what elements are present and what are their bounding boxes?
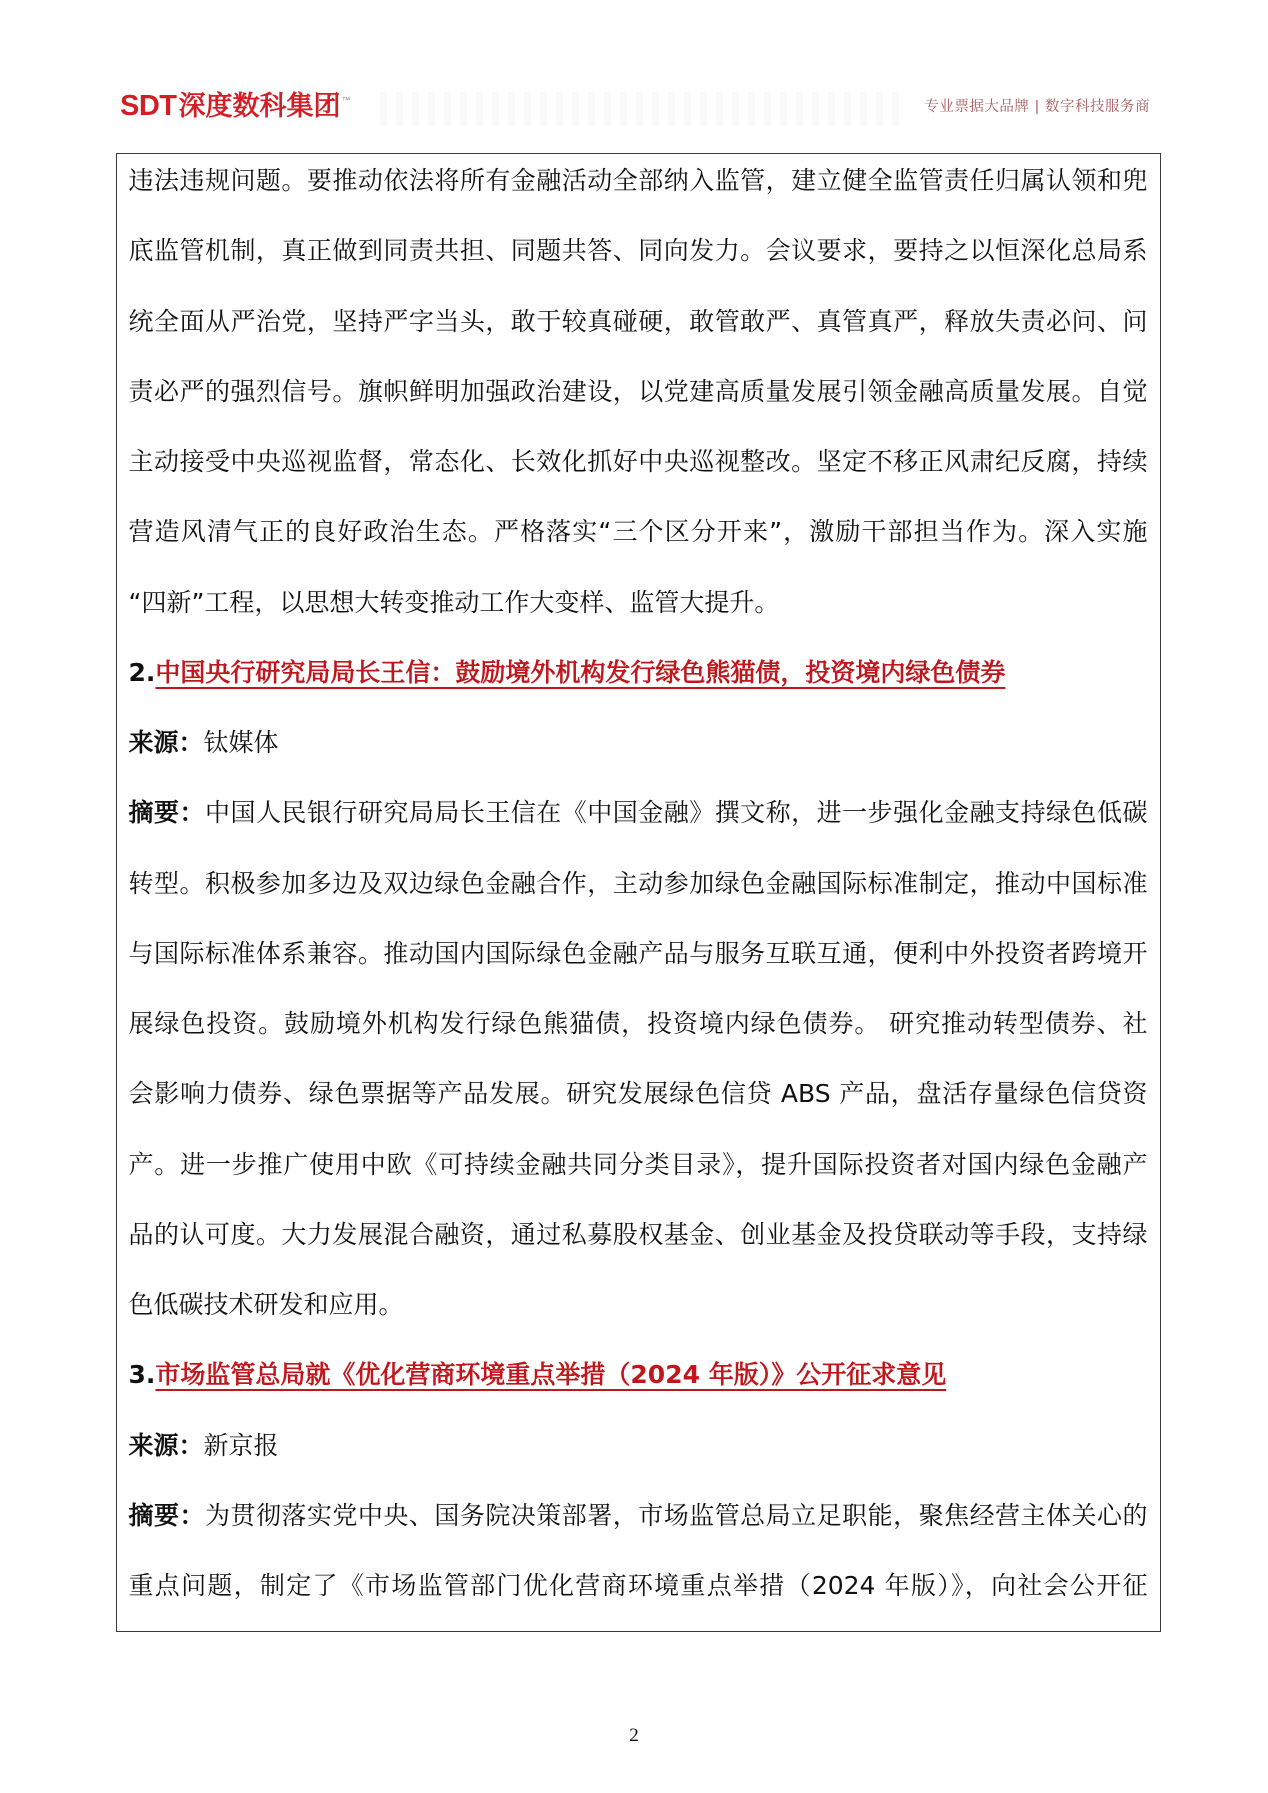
summary-label: 摘要： [128, 798, 205, 828]
summary-text: 为贯彻落实党中央、国务院决策部署，市场监管总局立足职能，聚焦经营主体关心的 [204, 1500, 1148, 1530]
section-2-summary-line: 会影响力债券、绿色票据等产品发展。研究发展绿色信贷 ABS 产品，盘活存量绿色信贷资 [128, 1079, 1148, 1109]
source-value: 新京报 [203, 1430, 279, 1460]
section-2-summary-line [129, 778, 1148, 848]
source-label: 来源： [128, 1430, 204, 1460]
paragraph-line: 主动接受中央巡视监督，常态化、长效化抓好中央巡视整改。坚定不移正风肃纪反腐，持续 [128, 447, 1148, 476]
content-frame [116, 153, 1161, 1632]
section-3-number: 3. [128, 1360, 156, 1390]
section-2-source [129, 708, 1148, 778]
section-2-summary-line: 色低碳技术研发和应用。 [128, 1290, 404, 1319]
paragraph-line: 责必严的强烈信号。旗帜鲜明加强政治建设，以党建高质量发展引领金融高质量发展。自觉 [128, 376, 1148, 406]
section-2-heading [129, 638, 1148, 708]
paragraph-line: “四新”工程，以思想大转变推动工作大变样、监管大提升。 [128, 587, 780, 617]
logo-cjk-text: 深度数科集团 [178, 91, 341, 121]
company-logo [120, 88, 351, 124]
logo-latin-text: SDT [120, 90, 177, 122]
source-label: 来源： [128, 728, 204, 757]
summary-label: 摘要： [128, 1500, 205, 1530]
section-2-number: 2. [128, 657, 156, 687]
section-2-summary-line: 展绿色投资。鼓励境外机构发行绿色熊猫债，投资境内绿色债券。 研究推动转型债券、社 [128, 1009, 1148, 1038]
source-value: 钛媒体 [203, 728, 279, 757]
section-2-title-link[interactable]: 中国央行研究局局长王信：鼓励境外机构发行绿色熊猫债，投资境内绿色债券 [155, 657, 1006, 687]
section-3-source [129, 1411, 1148, 1481]
paragraph-line: 违法违规问题。要推动依法将所有金融活动全部纳入监管，建立健全监管责任归属认领和兜 [128, 166, 1148, 195]
section-2-summary-line: 与国际标准体系兼容。推动国内国际绿色金融产品与服务互联互通，便利中外投资者跨境开 [128, 938, 1148, 968]
section-2-summary-line: 产。进一步推广使用中欧《可持续金融共同分类目录》，提升国际投资者对国内绿色金融产 [128, 1149, 1148, 1179]
section-3-title-link[interactable]: 市场监管总局就《优化营商环境重点举措（2024 年版）》公开征求意见 [155, 1360, 947, 1390]
page-number: 2 [629, 1725, 639, 1746]
section-3-summary-line [129, 1481, 1148, 1551]
trademark-mark: ™ [341, 95, 351, 105]
section-2-summary-line: 品的认可度。大力发展混合融资，通过私募股权基金、创业基金及投贷联动等手段，支持绿 [128, 1219, 1148, 1249]
content-body [129, 146, 1148, 1621]
paragraph-line: 营造风清气正的良好政治生态。严格落实“三个区分开来”，激励干部担当作为。深入实施 [128, 517, 1148, 547]
section-2-summary-line: 转型。积极参加多边及双边绿色金融合作，主动参加绿色金融国际标准制定，推动中国标准 [128, 868, 1148, 898]
paragraph-line: 底监管机制，真正做到同责共担、同题共答、同向发力。会议要求，要持之以恒深化总局系 [128, 236, 1148, 266]
header-tagline: 专业票据大品牌 | 数字科技服务商 [924, 99, 1150, 115]
section-3-heading [129, 1340, 1148, 1410]
section-3-summary-line: 重点问题，制定了《市场监管部门优化营商环境重点举措（2024 年版）》，向社会公开征 [128, 1571, 1148, 1600]
header-decoration [380, 92, 900, 126]
summary-text: 中国人民银行研究局局长王信在《中国金融》撰文称，进一步强化金融支持绿色低碳 [204, 798, 1148, 828]
paragraph-line: 统全面从严治党，坚持严字当头，敢于较真碰硬，敢管敢严、真管真严，释放失责必问、问 [128, 306, 1148, 336]
